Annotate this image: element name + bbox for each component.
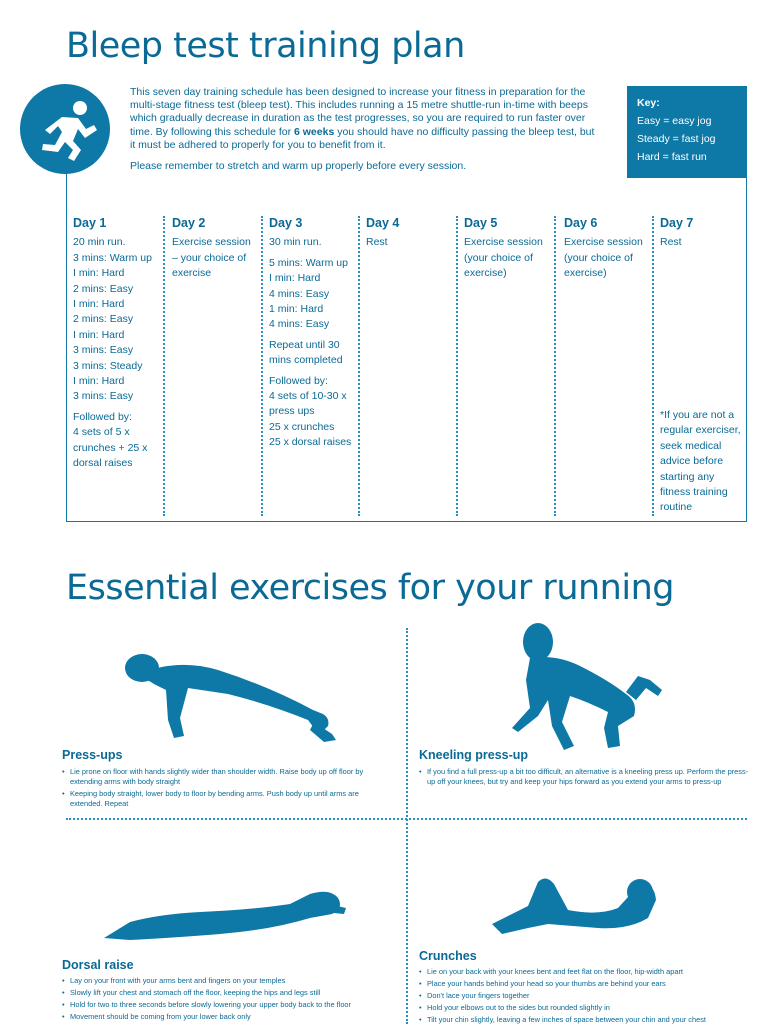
key-item-easy: Easy = easy jog (637, 115, 712, 127)
note-line: starting any (660, 470, 715, 483)
press-ups-instructions (62, 767, 392, 811)
day-divider (554, 216, 556, 516)
exercise-title-kneeling-press-up: Kneeling press-up (419, 748, 529, 762)
schedule-line: exercise) (464, 267, 507, 280)
schedule-line: Repeat until 30 (269, 338, 340, 351)
list-item: • Don't lace your fingers together (419, 991, 749, 1000)
schedule-line: mins completed (269, 354, 343, 367)
schedule-line: 4 mins: Easy (269, 287, 330, 300)
day-heading: Day 6 (564, 216, 598, 230)
day-divider (163, 216, 165, 516)
day-block (366, 235, 452, 250)
schedule-line: 25 x crunches (269, 420, 335, 433)
day-column-1 (73, 216, 161, 477)
schedule-line: Exercise session (464, 236, 543, 249)
list-item: • Lie prone on floor with hands slightly wider than shoulder width. Raise body up off floor by extending arms with body straight (62, 767, 392, 786)
schedule-line: 5 mins: Warm up (269, 256, 348, 269)
day-block (269, 235, 355, 250)
medical-advice-note (660, 408, 752, 516)
note-line: *If you are not a (660, 409, 735, 421)
schedule-line: 3 mins: Easy (73, 344, 134, 357)
day-block (269, 338, 355, 369)
page-title: Bleep test training plan (66, 26, 465, 66)
schedule-line: exercise) (564, 267, 607, 280)
day-column-7 (660, 216, 746, 514)
list-item: • Lay on your front with your arms bent and fingers on your temples (62, 976, 397, 985)
note-line: routine (660, 501, 693, 514)
exercise-divider-horizontal (66, 818, 747, 820)
list-item: • Place your hands behind your head so your thumbs are behind your ears (419, 979, 749, 988)
exercise-divider-vertical (406, 628, 408, 1024)
intensity-key (627, 86, 747, 178)
section-title: Essential exercises for your running (66, 568, 674, 608)
day-column-3 (269, 216, 355, 456)
schedule-line: 2 mins: Easy (73, 313, 134, 326)
schedule-line: (your choice of (564, 251, 633, 264)
schedule-line: 30 min run. (269, 236, 322, 249)
schedule-line: 1 min: Hard (269, 303, 324, 316)
runner-badge (20, 84, 110, 174)
day-heading: Day 2 (172, 216, 206, 230)
duration-highlight: 6 weeks (294, 125, 335, 138)
day-heading: Day 5 (464, 216, 498, 230)
day-column-5 (464, 216, 552, 287)
day-divider (261, 216, 263, 516)
stretch-reminder: Please remember to stretch and warm up properly before every session. (130, 160, 467, 173)
note-line: fitness training (660, 486, 728, 499)
day-block (269, 374, 355, 451)
intro-text (130, 86, 600, 181)
day-heading: Day 1 (73, 216, 107, 230)
day-divider (456, 216, 458, 516)
schedule-line: I min: Hard (73, 375, 125, 388)
note-line: regular exerciser, (660, 424, 741, 437)
exercise-title-dorsal-raise: Dorsal raise (62, 958, 134, 972)
schedule-line: 3 mins: Warm up (73, 251, 152, 264)
list-item: • If you find a full press-up a bit too difficult, an alternative is a kneeling press up. Perform the press-up off your knees, but try and keep your hips forward as you extend your arms to press-up (419, 767, 749, 786)
schedule-line: 25 x dorsal raises (269, 436, 352, 449)
schedule-line: I min: Hard (73, 267, 125, 280)
kneeling-press-up-figure (508, 620, 668, 756)
day-heading: Day 7 (660, 216, 694, 230)
list-item: • Hold your elbows out to the sides but rounded slightly in (419, 1003, 749, 1012)
list-item: • Hold for two to three seconds before slowly lowering your upper body back to the floor (62, 1000, 397, 1009)
dorsal-raise-figure (100, 884, 350, 944)
schedule-line: – your choice of (172, 251, 247, 264)
list-item: • Tilt your chin slightly, leaving a few inches of space between your chin and your chest (419, 1015, 749, 1024)
schedule-line: Followed by: (269, 374, 328, 387)
list-item: • Keeping body straight, lower body to floor by bending arms. Push body up until arms are extended. Repeat (62, 789, 392, 808)
intro-paragraph: This seven day training schedule has been designed to increase your fitness in preparation for the multi-stage fitness test (bleep test). This includes running a 15 metre shuttle-run in-time with beeps which gradually decrease in duration as the test progresses, so you are required to run faster over time. By following this schedule for 6 weeks you should have no difficulty passing the bleep test, but it must be adhered to properly for you to benefit from it. (130, 86, 595, 151)
schedule-line: Rest (660, 236, 682, 249)
key-item-hard: Hard = fast run (637, 151, 707, 163)
day-heading: Day 4 (366, 216, 400, 230)
crunch-figure (488, 866, 664, 940)
schedule-line: crunches + 25 x (73, 441, 148, 454)
runner-icon (20, 84, 110, 174)
day-block (660, 235, 746, 250)
exercise-title-crunches: Crunches (419, 949, 477, 963)
day-block (464, 235, 552, 281)
dorsal-raise-instructions (62, 976, 397, 1024)
day-divider (358, 216, 360, 516)
day-column-4 (366, 216, 452, 256)
day-block (172, 235, 258, 281)
day-divider (652, 216, 654, 516)
schedule-line: 4 sets of 10-30 x (269, 390, 347, 403)
schedule-line: press ups (269, 405, 315, 418)
schedule-line: Exercise session (172, 236, 251, 249)
schedule-line: exercise (172, 267, 212, 280)
schedule-line: Exercise session (564, 236, 643, 249)
day-block (564, 235, 650, 281)
press-up-figure (118, 648, 340, 744)
kneeling-press-up-instructions (419, 767, 749, 789)
day-block (73, 410, 161, 472)
note-line: advice before (660, 455, 724, 468)
schedule-line: 2 mins: Easy (73, 282, 134, 295)
schedule-line: I min: Hard (269, 272, 321, 285)
list-item: • Slowly lift your chest and stomach off the floor, keeping the hips and legs still (62, 988, 397, 997)
schedule-line: 3 mins: Easy (73, 390, 134, 403)
exercise-title-press-ups: Press-ups (62, 748, 123, 762)
day-column-2 (172, 216, 258, 287)
day-block (269, 256, 355, 333)
list-item: • Lie on your back with your knees bent and feet flat on the floor, hip-width apart (419, 967, 749, 976)
crunches-instructions (419, 967, 749, 1027)
schedule-line: dorsal raises (73, 457, 133, 470)
schedule-line: I min: Hard (73, 328, 125, 341)
day-heading: Day 3 (269, 216, 303, 230)
schedule-line: I min: Hard (73, 298, 125, 311)
schedule-line: Rest (366, 236, 388, 249)
day-block (73, 235, 161, 404)
schedule-line: Followed by: (73, 410, 132, 423)
schedule-line: 4 mins: Easy (269, 318, 330, 331)
schedule-line: 20 min run. (73, 236, 126, 249)
schedule-line: 3 mins: Steady (73, 359, 143, 372)
schedule-line: (your choice of (464, 251, 533, 264)
key-item-steady: Steady = fast jog (637, 133, 716, 145)
schedule-line: 4 sets of 5 x (73, 426, 130, 439)
list-item: • Movement should be coming from your lower back only (62, 1012, 397, 1021)
key-heading: Key: (637, 97, 660, 109)
note-line: seek medical (660, 439, 722, 452)
day-column-6 (564, 216, 650, 287)
